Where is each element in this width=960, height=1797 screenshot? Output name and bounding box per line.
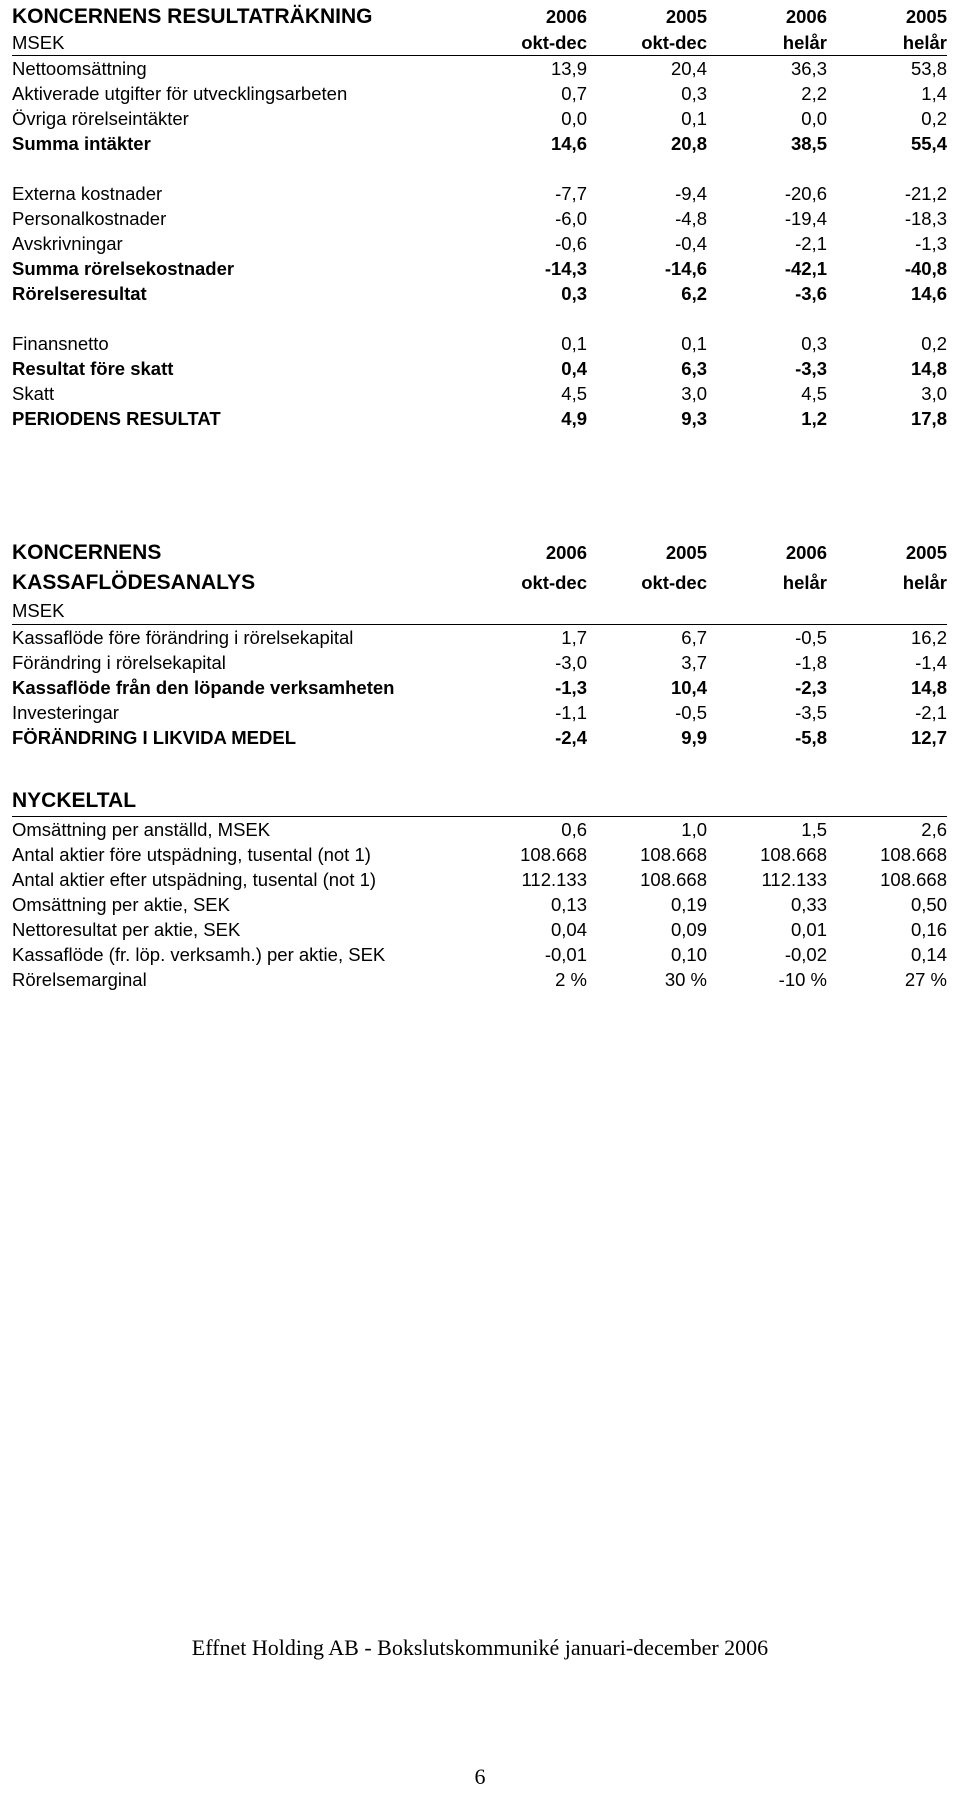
row-value: 53,8 [910,58,947,79]
table-row [12,675,947,700]
row-value: -2,3 [795,677,827,698]
table-row [12,331,947,356]
table-row [12,81,947,106]
table-row [12,842,947,867]
row-value: -3,5 [795,702,827,723]
income-col-year: 2005 [905,6,947,27]
row-value: 0,0 [561,108,587,129]
keyfigures-table [12,786,947,992]
row-label: Investeringar [12,702,119,723]
row-label: Resultat före skatt [12,358,174,379]
income-body [12,56,947,432]
table-row [12,892,947,917]
table-row [12,725,947,750]
table-row [12,356,947,381]
row-label: Nettoresultat per aktie, SEK [12,919,241,940]
cashflow-header-row-1 [12,538,947,568]
cashflow-body [12,625,947,751]
row-value: 17,8 [910,408,947,429]
row-value: 16,2 [910,627,947,648]
cashflow-unit: MSEK [12,600,65,621]
row-value: 108.668 [640,869,707,890]
row-label: Skatt [12,383,55,404]
row-label: Finansnetto [12,333,109,354]
income-col-year: 2005 [665,6,707,27]
row-label: Nettoomsättning [12,58,147,79]
row-value: 0,33 [790,894,827,915]
keyfigures-title: NYCKELTAL [12,789,137,812]
row-value: 0,3 [681,83,707,104]
row-value: 112.133 [521,869,587,890]
row-value: -1,4 [915,652,947,673]
row-label: Summa rörelsekostnader [12,258,235,279]
row-value: -10 % [778,969,827,990]
row-value: 12,7 [910,727,947,748]
table-row [12,206,947,231]
row-value: 1,5 [801,819,827,840]
income-header-row-1 [12,4,947,30]
income-table [12,4,947,431]
cashflow-header-row-2 [12,568,947,598]
row-value: 0,1 [681,108,707,129]
table-row [12,650,947,675]
row-value: -1,3 [915,233,947,254]
income-col-year: 2006 [545,6,587,27]
row-label: Rörelseresultat [12,283,147,304]
row-value: 108.668 [520,844,587,865]
table-row [12,231,947,256]
income-col-period: okt-dec [521,32,587,53]
row-label: Antal aktier efter utspädning, tusental (not 1) [12,869,377,890]
table-row [12,917,947,942]
row-value: 6,2 [681,283,707,304]
income-unit: MSEK [12,32,65,53]
row-value: 2 % [555,969,587,990]
row-value: 30 % [664,969,707,990]
row-value: -40,8 [904,258,947,279]
table-row [12,967,947,992]
cashflow-header-row-3 [12,598,947,625]
row-value: 38,5 [790,133,827,154]
table-row [12,406,947,431]
row-value: -4,8 [675,208,707,229]
key-figures [12,786,947,992]
cashflow-col-year: 2005 [665,542,707,563]
document-footer: Effnet Holding AB - Bokslutskommuniké januari-december 2006 [191,1635,769,1660]
cashflow-col-period: okt-dec [521,572,587,593]
cashflow-statement [12,538,947,750]
row-value: -6,0 [555,208,587,229]
row-value: -3,6 [795,283,827,304]
row-value: 0,09 [670,919,707,940]
spacer-row [12,306,947,331]
row-label: Personalkostnader [12,208,167,229]
row-value: 1,2 [801,408,827,429]
row-label: Omsättning per anställd, MSEK [12,819,271,840]
row-value: 20,4 [670,58,707,79]
keyfigures-header-row [12,786,947,817]
table-row [12,867,947,892]
row-label: Rörelsemarginal [12,969,147,990]
row-value: 0,2 [921,333,947,354]
row-label: Avskrivningar [12,233,123,254]
row-value: 36,3 [790,58,827,79]
row-value: 3,0 [921,383,947,404]
row-value: 14,8 [910,358,947,379]
row-value: -2,4 [555,727,587,748]
row-value: 1,4 [921,83,947,104]
row-label: Kassaflöde före förändring i rörelsekapital [12,627,354,648]
page-number: 6 [474,1764,486,1789]
table-row [12,700,947,725]
row-value: 0,4 [561,358,587,379]
row-value: -3,3 [795,358,827,379]
row-value: 4,5 [561,383,587,404]
row-value: 6,3 [681,358,707,379]
row-value: -3,0 [555,652,587,673]
table-row [12,106,947,131]
row-value: 0,1 [561,333,587,354]
row-value: 108.668 [880,869,947,890]
table-row [12,817,947,843]
row-value: 0,3 [561,283,587,304]
row-value: 0,13 [550,894,587,915]
table-row [12,131,947,156]
row-value: 108.668 [760,844,827,865]
row-value: -1,3 [555,677,587,698]
row-value: -2,1 [915,702,947,723]
row-label: Antal aktier före utspädning, tusental (not 1) [12,844,371,865]
row-value: 0,14 [910,944,947,965]
row-value: -1,8 [795,652,827,673]
income-statement [12,4,947,431]
income-col-year: 2006 [785,6,827,27]
row-value: 1,0 [681,819,707,840]
row-value: 4,9 [561,408,587,429]
row-value: 2,2 [801,83,827,104]
row-value: 6,7 [681,627,707,648]
row-value: 0,2 [921,108,947,129]
cashflow-title-line1: KONCERNENS [12,541,162,564]
income-col-period: helår [782,32,827,53]
row-value: -2,1 [795,233,827,254]
row-value: 0,19 [670,894,707,915]
row-value: -9,4 [675,183,707,204]
row-value: 20,8 [670,133,707,154]
row-value: -21,2 [904,183,947,204]
row-value: -5,8 [795,727,827,748]
row-value: -0,01 [544,944,587,965]
row-value: 0,10 [670,944,707,965]
row-value: 0,01 [790,919,827,940]
row-value: 0,50 [910,894,947,915]
row-value: -0,5 [675,702,707,723]
table-row [12,256,947,281]
table-row [12,181,947,206]
row-value: 0,04 [550,919,587,940]
row-value: 0,6 [561,819,587,840]
cashflow-title-line2: KASSAFLÖDESANALYS [12,571,256,594]
row-label: Externa kostnader [12,183,163,204]
income-col-period: helår [902,32,947,53]
row-value: 14,8 [910,677,947,698]
table-row [12,942,947,967]
row-value: 0,0 [801,108,827,129]
cashflow-col-year: 2005 [905,542,947,563]
row-label: Summa intäkter [12,133,151,154]
cashflow-col-period: helår [782,572,827,593]
row-label: Förändring i rörelsekapital [12,652,226,673]
spacer-row [12,156,947,181]
row-value: 9,9 [681,727,707,748]
table-row [12,281,947,306]
row-value: -19,4 [784,208,827,229]
row-value: -0,4 [675,233,707,254]
row-label: Kassaflöde från den löpande verksamheten [12,677,395,698]
row-value: -42,1 [784,258,827,279]
table-row [12,381,947,406]
row-value: 13,9 [550,58,587,79]
cashflow-col-period: helår [902,572,947,593]
row-label: PERIODENS RESULTAT [12,408,221,429]
row-value: 9,3 [681,408,707,429]
income-title: KONCERNENS RESULTATRÄKNING [12,5,373,28]
cashflow-col-period: okt-dec [641,572,707,593]
row-value: -14,3 [544,258,587,279]
row-label: Kassaflöde (fr. löp. verksamh.) per aktie, SEK [12,944,386,965]
cashflow-col-year: 2006 [545,542,587,563]
row-value: 10,4 [670,677,707,698]
row-value: 0,16 [910,919,947,940]
row-value: -0,5 [795,627,827,648]
row-value: -7,7 [555,183,587,204]
row-value: 14,6 [550,133,587,154]
row-value: 55,4 [910,133,947,154]
row-value: 108.668 [880,844,947,865]
row-value: -0,02 [784,944,827,965]
row-value: -0,6 [555,233,587,254]
row-label: FÖRÄNDRING I LIKVIDA MEDEL [12,727,297,748]
row-label: Övriga rörelseintäkter [12,108,189,129]
row-value: 3,7 [681,652,707,673]
keyfigures-body [12,817,947,993]
row-value: 27 % [904,969,947,990]
cashflow-col-year: 2006 [785,542,827,563]
row-value: 0,3 [801,333,827,354]
table-row [12,56,947,82]
row-value: 0,1 [681,333,707,354]
income-col-period: okt-dec [641,32,707,53]
row-value: -18,3 [904,208,947,229]
cashflow-table [12,538,947,750]
row-label: Omsättning per aktie, SEK [12,894,230,915]
row-value: 3,0 [681,383,707,404]
row-value: -14,6 [664,258,707,279]
row-value: 108.668 [640,844,707,865]
row-value: 2,6 [921,819,947,840]
table-row [12,625,947,651]
row-value: 4,5 [801,383,827,404]
row-value: 112.133 [761,869,827,890]
row-value: -20,6 [784,183,827,204]
income-header-row-2 [12,30,947,56]
row-value: -1,1 [555,702,587,723]
row-value: 1,7 [561,627,587,648]
row-value: 14,6 [910,283,947,304]
row-label: Aktiverade utgifter för utvecklingsarbeten [12,83,348,104]
row-value: 0,7 [561,83,587,104]
